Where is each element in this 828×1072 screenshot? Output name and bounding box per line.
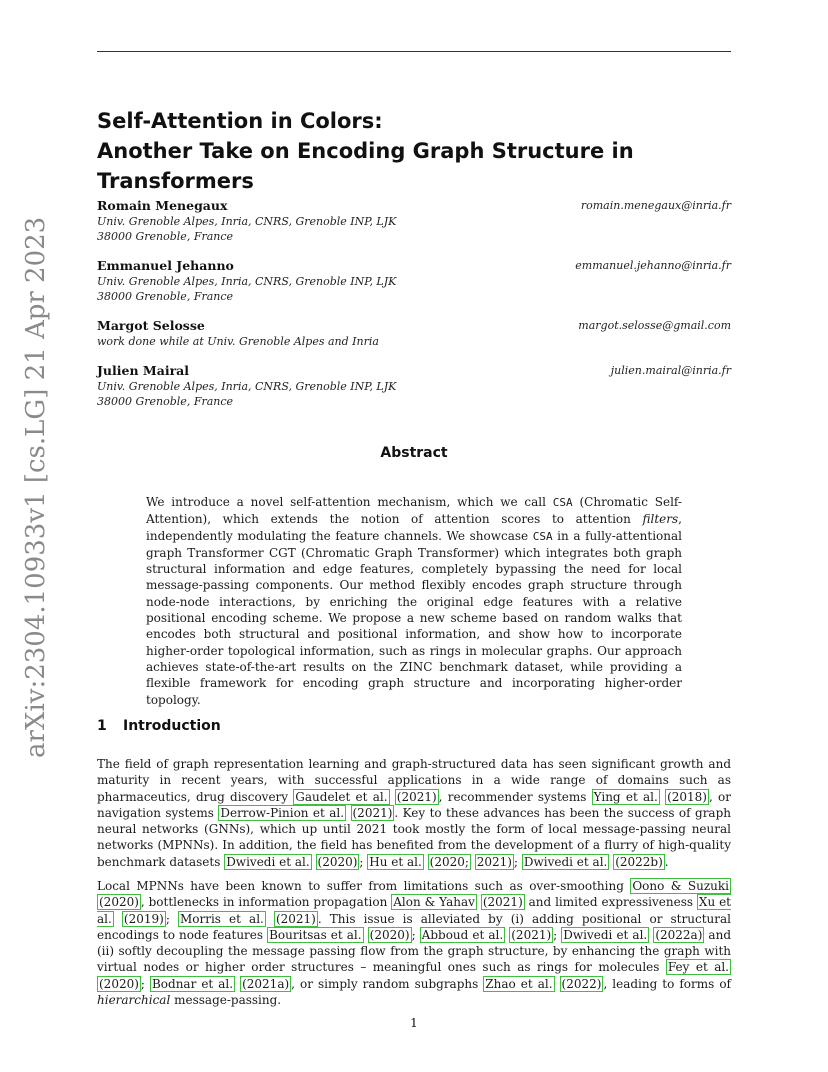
author-address: 38000 Grenoble, France bbox=[97, 290, 234, 303]
emphasis-filters: filters bbox=[642, 512, 679, 527]
citation-link[interactable]: Bouritsas et al. bbox=[269, 927, 362, 942]
author-address: 38000 Grenoble, France bbox=[97, 395, 234, 408]
citation-link[interactable]: (2021) bbox=[396, 789, 437, 804]
text-run: . bbox=[664, 854, 669, 869]
citation-link[interactable]: 2021) bbox=[476, 854, 512, 869]
csa-term: CSA bbox=[552, 496, 573, 509]
text-run: (Chromatic Self-Attention), which extends the notion of attention scores to attention bbox=[146, 495, 682, 527]
citation-link[interactable]: (2022) bbox=[561, 976, 602, 991]
text-run: ; bbox=[553, 927, 562, 942]
author-email[interactable]: margot.selosse@gmail.com bbox=[578, 319, 731, 332]
text-run: , recommender systems bbox=[438, 789, 592, 804]
author-affiliation: work done while at Univ. Grenoble Alpes and Inria bbox=[97, 335, 379, 348]
citation-link[interactable]: (2020; bbox=[429, 854, 469, 869]
author-email[interactable]: julien.mairal@inria.fr bbox=[610, 364, 731, 377]
citation-link[interactable]: (2020) bbox=[99, 895, 139, 910]
citation-link[interactable]: Dwivedi et al. bbox=[563, 927, 648, 942]
text-run: message-passing. bbox=[170, 993, 282, 1008]
citation-link[interactable]: Alon & Yahav bbox=[393, 895, 475, 910]
section-heading bbox=[97, 718, 221, 734]
text-run: Local MPNNs have been known to suffer from limitations such as over-smoothing bbox=[97, 879, 631, 893]
citation-link[interactable]: (2018) bbox=[667, 789, 707, 804]
citation-link[interactable]: (2021) bbox=[275, 911, 316, 926]
author-name: Romain Menegaux bbox=[97, 198, 228, 213]
citation-link[interactable]: Abboud et al. bbox=[421, 927, 504, 942]
citation-link[interactable]: (2022b) bbox=[615, 854, 663, 869]
citation-link[interactable]: Ying et al. bbox=[593, 789, 658, 804]
author-email[interactable]: emmanuel.jehanno@inria.fr bbox=[575, 259, 731, 272]
text-run: . Key to these advances has been the success of graph neural networks (GNNs), which up until 2021 took mostly the form of local message-passing neural networks (MPNNs). In addition, the field has benefited from the development of a flurry of high-quality benchmark datasets bbox=[97, 805, 731, 869]
citation-link[interactable]: (2021a) bbox=[242, 976, 290, 991]
text-run: , or simply random subgraphs bbox=[291, 976, 484, 991]
section-number: 1 bbox=[97, 718, 107, 734]
paper-title bbox=[97, 106, 757, 196]
abstract-text bbox=[146, 494, 682, 708]
text-run: , independently modulating the feature channels. We showcase bbox=[146, 512, 682, 543]
intro-paragraph-1 bbox=[97, 756, 731, 870]
intro-paragraph-2 bbox=[97, 878, 731, 1008]
emphasis-hierarchical: hierarchical bbox=[97, 993, 171, 1008]
author-name: Margot Selosse bbox=[97, 318, 205, 333]
citation-link[interactable]: (2021) bbox=[482, 895, 523, 910]
citation-link[interactable]: (2019) bbox=[123, 911, 164, 926]
citation-link[interactable]: Bodnar et al. bbox=[151, 976, 234, 991]
author-name: Emmanuel Jehanno bbox=[97, 258, 234, 273]
citation-link[interactable]: (2020) bbox=[99, 976, 139, 991]
author-affiliation: Univ. Grenoble Alpes, Inria, CNRS, Grenoble INP, LJK bbox=[97, 275, 397, 288]
citation-link[interactable]: (2022a) bbox=[655, 927, 703, 942]
citation-link[interactable]: Dwivedi et al. bbox=[523, 854, 608, 869]
arxiv-identifier: arXiv:2304.10933v1 [cs.LG] 21 Apr 2023 bbox=[21, 216, 51, 758]
text-run: in a fully-attentional graph Transformer CGT (Chromatic Graph Transformer) which integrates both graph structural information and edge features, completely bypassing the need for local message-passing components. Our method flexibly encodes graph structure through node-node interactions, by enriching the original edge features with a relative positional encoding scheme. We propose a new scheme based on random walks that encodes both structural and positional information, and show how to incorporate higher-order topological information, such as rings in molecular graphs. Our approach achieves state-of-the-art results on the ZINC benchmark dataset, while providing a flexible framework for encoding graph structure and incorporating higher-order topology. bbox=[146, 528, 683, 707]
citation-link[interactable]: Derrow-Pinion et al. bbox=[220, 805, 345, 820]
author-block-2 bbox=[97, 257, 731, 304]
citation-link[interactable]: Zhao et al. bbox=[485, 976, 553, 991]
citation-link[interactable]: (2020) bbox=[369, 927, 410, 942]
text-run: ; bbox=[514, 854, 522, 869]
title-line-1: Self-Attention in Colors: bbox=[97, 109, 383, 133]
citation-link[interactable]: (2020) bbox=[317, 854, 358, 869]
page-number: 1 bbox=[410, 1016, 418, 1030]
text-run: , or navigation systems bbox=[97, 789, 731, 820]
author-block-1 bbox=[97, 197, 731, 244]
author-affiliation: Univ. Grenoble Alpes, Inria, CNRS, Grenoble INP, LJK bbox=[97, 380, 397, 393]
section-title: Introduction bbox=[123, 718, 221, 734]
text-run: ; bbox=[140, 976, 150, 991]
author-name: Julien Mairal bbox=[97, 363, 190, 378]
header-rule bbox=[97, 51, 731, 52]
csa-term: CSA bbox=[532, 529, 553, 543]
author-email[interactable]: romain.menegaux@inria.fr bbox=[580, 199, 731, 212]
citation-link[interactable]: Dwivedi et al. bbox=[226, 854, 310, 869]
citation-link[interactable]: Morris et al. bbox=[179, 911, 264, 926]
text-run: and (ii) softly decoupling the message passing flow from the graph structure, by enhancing the graph with virtual nodes or higher order structures – meaningful ones such as rings for molecules bbox=[97, 927, 731, 975]
text-run: . This issue is alleviated by (i) adding positional or structural encodings to node features bbox=[97, 911, 731, 942]
author-address: 38000 Grenoble, France bbox=[97, 230, 234, 243]
title-line-2: Another Take on Encoding Graph Structure in Transformers bbox=[97, 139, 634, 193]
citation-link[interactable]: Fey et al. bbox=[667, 960, 729, 975]
text-run: The field of graph representation learning and graph-structured data has seen significant growth and maturity in recent years, with successful applications in a wide range of domains such as pharmaceutics, drug discovery bbox=[97, 757, 731, 804]
text-run: , leading to forms of bbox=[603, 976, 731, 991]
citation-link[interactable]: Xu et al. bbox=[97, 895, 732, 926]
author-block-3 bbox=[97, 317, 731, 349]
citation-link[interactable]: Hu et al. bbox=[369, 854, 422, 869]
text-run: ; bbox=[411, 927, 420, 942]
citation-link[interactable]: (2021) bbox=[352, 805, 393, 820]
author-block-4 bbox=[97, 362, 731, 409]
citation-link[interactable]: Gaudelet et al. bbox=[295, 789, 388, 804]
author-affiliation: Univ. Grenoble Alpes, Inria, CNRS, Grenoble INP, LJK bbox=[97, 215, 397, 228]
text-run: and limited expressiveness bbox=[524, 895, 697, 910]
text-run: We introduce a novel self-attention mechanism, which we call bbox=[146, 495, 553, 509]
text-run: , bottlenecks in information propagation bbox=[140, 895, 392, 910]
text-run: ; bbox=[359, 854, 368, 869]
abstract-heading: Abstract bbox=[380, 445, 448, 461]
text-run: ; bbox=[165, 911, 178, 926]
citation-link[interactable]: Oono & Suzuki bbox=[632, 879, 729, 893]
citation-link[interactable]: (2021) bbox=[511, 927, 552, 942]
